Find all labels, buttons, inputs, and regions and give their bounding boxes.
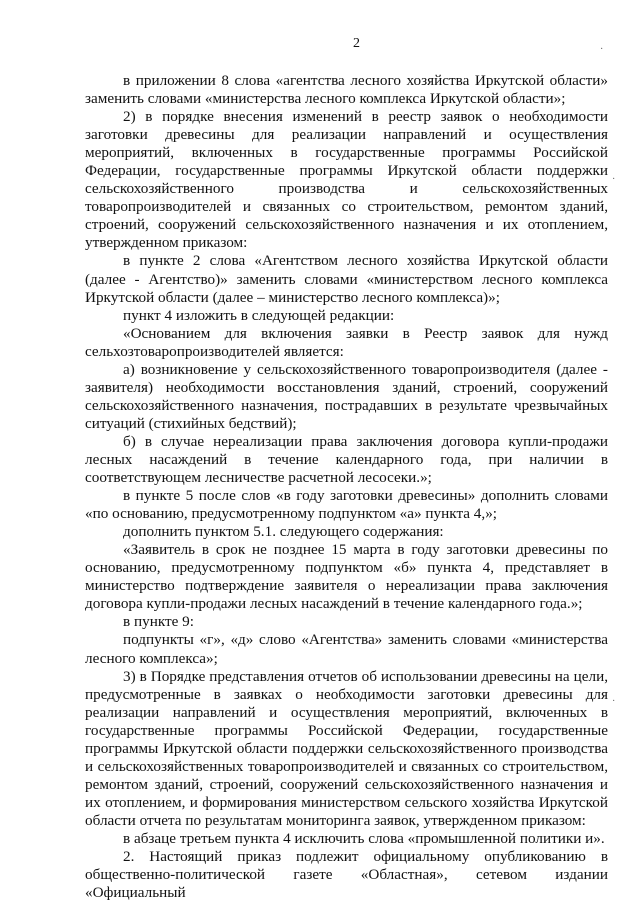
paragraph: пункт 4 изложить в следующей редакции: (123, 306, 395, 324)
paragraph: в приложении 8 слова «агентства лесного хозяйства Иркутской области» заменить словами «министерства лесного комплекса Иркутской области»; (85, 72, 608, 108)
paragraph: в пункте 2 слова «Агентством лесного хозяйства Иркутской области (далее - Агентство)» заменить словами «министерством лесного комплекса Иркутской области (далее – министерство лесного комплекса)»; (85, 252, 608, 306)
paragraph: «Заявитель в срок не позднее 15 марта в году заготовки древесины по основанию, предусмотренному подпунктом «б» пункта 4, представляет в министерство подтверждение заявителя о нереализации права заключения договора купли-продажи лесных насаждений в течение календарного года.»; (85, 541, 608, 613)
paragraph: подпункты «г», «д» слово «Агентства» заменить словами «министерства лесного комплекса»; (85, 631, 608, 667)
paragraph: 2. Настоящий приказ подлежит официальному опубликованию в общественно-политической газете «Областная», сетевом издании «Официальный (85, 848, 608, 902)
paragraph: дополнить пунктом 5.1. следующего содержания: (123, 523, 444, 541)
scan-speck: · (600, 44, 604, 55)
paragraph: в абзаце третьем пункта 4 исключить слова «промышленной политики и». (123, 829, 605, 847)
scan-speck: · (612, 174, 616, 185)
paragraph: в пункте 9: (123, 613, 194, 631)
page-number: 2 (353, 36, 360, 51)
paragraph: в пункте 5 после слов «в году заготовки древесины» дополнить словами «по основанию, предусмотренному подпунктом «а» пункта 4,»; (85, 487, 608, 523)
scan-speck: · (612, 696, 616, 707)
paragraph: 3) в Порядке представления отчетов об использовании древесины на цели, предусмотренные в заявках о необходимости заготовки древесины для реализации направлений и осуществления мероприятий, включенных в государственные программы Российской Федерации, государственные программы Иркутской области поддержки сельскохозяйственного производства и сельскохозяйственных товаропроизводителей и связанных со строительством, ремонтом зданий, строений, сооружений сельскохозяйственного назначения и их отоплением, и формирования министерством сельского хозяйства Иркутской области отчета по результатам мониторинга заявок, утвержденном приказом: (85, 667, 608, 829)
paragraph: б) в случае нереализации права заключения договора купли-продажи лесных насаждений в течение календарного года, при наличии в соответствующем лесничестве расчетной лесосеки.»; (85, 432, 608, 487)
paragraph: 2) в порядке внесения изменений в реестр заявок о необходимости заготовки древесины для реализации направлений и осуществления мероприятий, включенных в государственные программы Российской Федерации, государственные программы Иркутской области поддержки сельскохозяйственного производства и сельскохозяйственных товаропроизводителей и связанных со строительством, ремонтом зданий, строений, сооружений сельскохозяйственного назначения и их отоплением, утвержденном приказом: (85, 108, 608, 252)
paragraph: «Основанием для включения заявки в Реестр заявок для нужд сельхозтоваропроизводителей является: (85, 324, 608, 360)
paragraph: а) возникновение у сельскохозяйственного товаропроизводителя (далее - заявителя) необходимости восстановления зданий, строений, сооружений сельскохозяйственного назначения, пострадавших в результате чрезвычайных ситуаций (стихийных бедствий); (85, 360, 608, 432)
document-body (85, 72, 608, 902)
